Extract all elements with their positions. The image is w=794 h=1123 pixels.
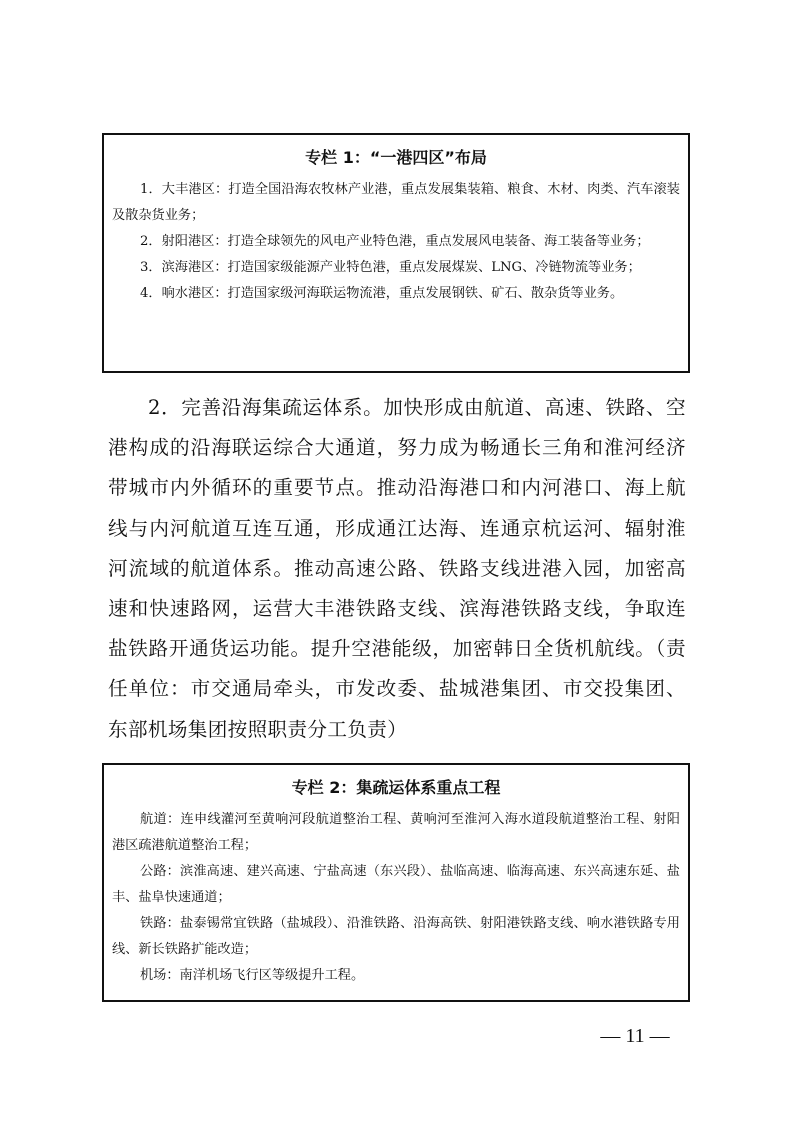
column-box-1-title: 专栏 1：“一港四区”布局 bbox=[305, 148, 487, 167]
column-box-2-key-projects bbox=[102, 763, 690, 1002]
column-box-1-item-binhai: 3．滨海港区：打造国家级能源产业特色港，重点发展煤炭、LNG、冷链物流等业务； bbox=[140, 260, 641, 275]
column-box-1-item-sheyang: 2．射阳港区：打造全球领先的风电产业特色港，重点发展风电装备、海工装备等业务； bbox=[140, 234, 650, 249]
column-box-2-item-railway: 铁路：盐泰锡常宜铁路（盐城段）、沿淮铁路、沿海高铁、射阳港铁路支线、响水港铁路专用线、新长铁路扩能改造； bbox=[112, 916, 680, 957]
body-paragraph-collection-system: 2．完善沿海集疏运体系。加快形成由航道、高速、铁路、空港构成的沿海联运综合大通道，努力成为畅通长三角和淮河经济带城市内外循环的重要节点。推动沿海港口和内河港口、海上航线与内河航道互连互通，形成通江达海、连通京杭运河、辐射淮河流域的航道体系。推动高速公路、铁路支线进港入园，加密高速和快速路网，运营大丰港铁路支线、滨海港铁路支线，争取连盐铁路开通货运功能。提升空港能级，加密韩日全货机航线。（责任单位：市交通局牵头，市发改委、盐城港集团、市交投集团、东部机场集团按照职责分工负责） bbox=[108, 396, 686, 741]
column-box-1-item-xiangshui: 4．响水港区：打造国家级河海联运物流港，重点发展钢铁、矿石、散杂货等业务。 bbox=[140, 286, 624, 301]
column-box-1-item-dafeng: 1．大丰港区：打造全国沿海农牧林产业港，重点发展集装箱、粮食、木材、肉类、汽车滚装及散杂货业务； bbox=[112, 182, 680, 223]
column-box-2-title: 专栏 2：集疏运体系重点工程 bbox=[291, 778, 501, 797]
column-box-2-item-waterway: 航道：连申线灌河至黄响河段航道整治工程、黄响河至淮河入海水道段航道整治工程、射阳港区疏港航道整治工程； bbox=[112, 812, 680, 853]
column-box-2-item-highway: 公路：滨淮高速、建兴高速、宁盐高速（东兴段）、盐临高速、临海高速、东兴高速东延、盐丰、盐阜快速通道； bbox=[112, 864, 680, 905]
column-box-1-port-layout bbox=[102, 133, 690, 373]
column-box-2-item-airport: 机场：南洋机场飞行区等级提升工程。 bbox=[140, 968, 365, 983]
page-number: — 11 — bbox=[600, 1025, 670, 1047]
